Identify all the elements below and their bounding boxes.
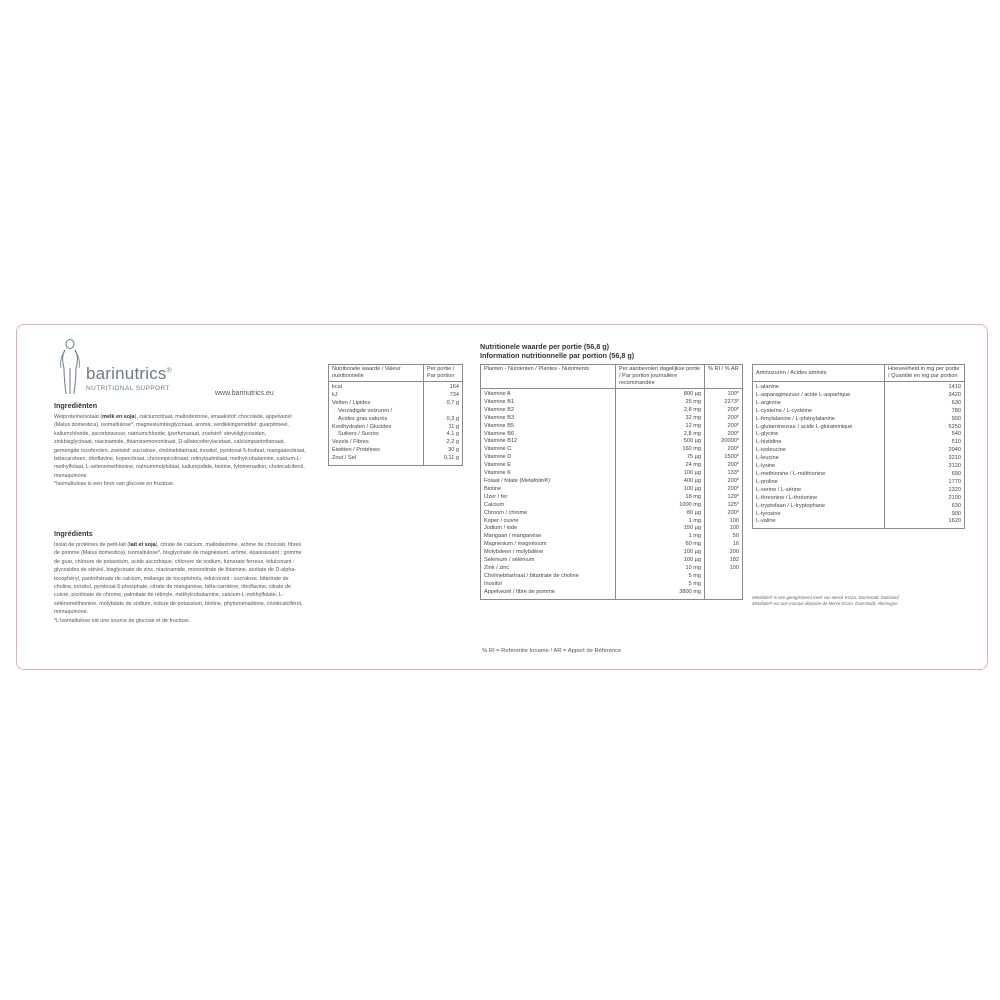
ingredients-fr (54, 529, 306, 625)
vitamin-amount: 400 µg (616, 478, 705, 486)
vitamin-pct: 125* (705, 502, 743, 510)
amino-label: L-leucine (756, 455, 779, 462)
nutrient-value: 0,11 g (424, 455, 463, 465)
vitamin-amount: 32 mg (616, 415, 705, 423)
vitamin-label: Appelvezel / fibre de pomme (484, 588, 555, 595)
nutrition-row (329, 431, 463, 439)
vitamin-label: Cholinebitartraat / bitartrate de choline (484, 572, 579, 579)
brand-subtitle: NUTRITIONAL SUPPORT (86, 385, 170, 392)
vitamin-pct: 20000* (705, 438, 743, 446)
amino-label: L-proline (756, 478, 778, 485)
amino-row (753, 511, 965, 519)
vitamin-pct: 182 (705, 557, 743, 565)
vitamin-amount: 100 µg (616, 470, 705, 478)
vitamin-amount: 800 µg (616, 389, 705, 399)
nutrient-value: 30 g (424, 447, 463, 455)
vitamin-pct: 133* (705, 470, 743, 478)
vitamin-label: Mangaan / manganèse (484, 533, 542, 540)
vitamin-pct: 129* (705, 494, 743, 502)
vitamin-row (481, 533, 743, 541)
vitamin-label: Vitamine D (484, 454, 512, 461)
nutrient-value: 0,3 g (424, 416, 463, 424)
amino-value: 1320 (885, 487, 965, 495)
vitamin-label: Vitamine E (484, 462, 511, 469)
vitamin-amount: 18 mg (616, 494, 705, 502)
vitamin-row (481, 486, 743, 494)
vitamin-label: Vitamine C (484, 446, 512, 453)
vitamin-amount: 80 µg (616, 510, 705, 518)
amino-label: L-arginine (756, 399, 781, 406)
nutrient-value (424, 408, 463, 416)
amino-label: L-fenylalanine / L-phénylalanine (756, 415, 835, 422)
vitamin-row (481, 589, 743, 599)
nutrient-value: 4,1 g (424, 431, 463, 439)
amino-value: 900 (885, 416, 965, 424)
nutrient-value: 734 (424, 392, 463, 400)
nutrient-label: Vetten / Lipides (332, 399, 371, 406)
amino-label: L-histidine (756, 439, 782, 446)
vitamin-label: Calcium (484, 501, 505, 508)
vitamin-pct: 200* (705, 423, 743, 431)
vitamin-amount: 100 µg (616, 549, 705, 557)
amino-row (753, 455, 965, 463)
vitamin-row (481, 549, 743, 557)
vitamin-label: Vitamine K (484, 470, 511, 477)
vitamin-label: Koper / cuivre (484, 517, 519, 524)
vitamin-row (481, 454, 743, 462)
vitamin-amount: 100 µg (616, 486, 705, 494)
nutrient-label: Suikers / Sucres (338, 431, 379, 438)
vitamin-amount: 10 mg (616, 565, 705, 573)
vitamin-amount: 75 µg (616, 454, 705, 462)
vitamin-row (481, 581, 743, 589)
vitamin-amount: 1 mg (616, 518, 705, 526)
amino-label: L-lysine (756, 463, 776, 470)
amino-label: L-valine (756, 518, 776, 525)
vitamin-row (481, 478, 743, 486)
vitamin-row (481, 415, 743, 423)
amino-row (753, 431, 965, 439)
vitamin-amount: 5 mg (616, 573, 705, 581)
vitamin-pct: 16 (705, 541, 743, 549)
vitamin-row (481, 446, 743, 454)
amino-value: 1770 (885, 479, 965, 487)
vitamin-label: Biotine (484, 485, 502, 492)
nutrient-label: Acides gras saturés (338, 415, 388, 422)
amino-value: 780 (885, 408, 965, 416)
amino-label: L-methionine / L-méthionine (756, 470, 826, 477)
amino-row (753, 447, 965, 455)
ingredients-nl-title: Ingrediënten (54, 401, 98, 410)
vitamin-amount: 2,8 mg (616, 407, 705, 415)
ingredients-nl (54, 401, 306, 489)
vitamin-label: Inositol (484, 580, 502, 587)
nutrition-col-label-header: Nutritionele waarde / Valeur nutritionnelle (329, 365, 424, 382)
vitamin-pct: 200* (705, 510, 743, 518)
vitamin-label: Vitamine A (484, 391, 511, 397)
nutrition-col-value-header: Per portie / Par portion (424, 365, 463, 382)
vitamin-pct: 200* (705, 415, 743, 423)
amino-label: L-threonine / L-thréonine (756, 494, 818, 501)
nutrition-row (329, 392, 463, 400)
vitamin-label: Vitamine B5 (484, 422, 515, 429)
vitamin-label: Vitamine B12 (484, 438, 518, 445)
amino-label: L-tryptofaan / L-tryptophane (756, 502, 826, 509)
amino-value: 510 (885, 439, 965, 447)
vitamin-label: IJzer / fer (484, 493, 508, 500)
amino-row (753, 503, 965, 511)
amino-row (753, 495, 965, 503)
vitamin-col-label-header: Planten - Nutriënten / Plantes - Nutriments (481, 365, 616, 389)
vitamin-pct: 100* (705, 389, 743, 399)
amino-row (753, 400, 965, 408)
vitamin-amount: 3800 mg (616, 589, 705, 599)
amino-label: L-serine / L-sérine (756, 486, 802, 493)
amino-label: L-isoleucine (756, 447, 786, 454)
amino-row (753, 487, 965, 495)
vitamin-pct: 200* (705, 431, 743, 439)
nutrient-value: 0,7 g (424, 400, 463, 408)
amino-value: 690 (885, 471, 965, 479)
vitamin-table-title: Nutritionele waarde per portie (56,8 g) Information nutritionnelle par portion (56,8 g) (480, 342, 635, 360)
vitamin-amount: 5 mg (616, 581, 705, 589)
vitamin-amount: 100 µg (616, 557, 705, 565)
vitamin-row (481, 573, 743, 581)
vitamin-pct (705, 589, 743, 599)
vitamin-pct: 200* (705, 486, 743, 494)
vitamin-row (481, 502, 743, 510)
brand-name: barinutrics® (86, 364, 172, 383)
vitamin-row (481, 565, 743, 573)
nutrient-label: Eiwitten / Protéines (332, 447, 380, 454)
vitamin-row (481, 541, 743, 549)
amino-label: L-tyrosine (756, 510, 781, 517)
vitamin-row (481, 407, 743, 415)
vitamin-amount: 60 mg (616, 541, 705, 549)
vitamin-col-pct-header: % RI / % AR (705, 365, 743, 389)
vitamin-label: Jodium / iode (484, 525, 518, 532)
vitamin-row (481, 399, 743, 407)
amino-value: 3210 (885, 455, 965, 463)
nutrition-row (329, 400, 463, 408)
vitamin-label: Vitamine B3 (484, 414, 515, 421)
amino-value: 2040 (885, 447, 965, 455)
vitamin-amount: 2,8 mg (616, 431, 705, 439)
brand-logo (56, 338, 306, 398)
amino-row (753, 424, 965, 432)
vitamin-row (481, 423, 743, 431)
amino-value: 1410 (885, 382, 965, 392)
vitamin-pct (705, 573, 743, 581)
ingredients-fr-text: Isolat de protéines de petit-lait (lait et soja), citrate de calcium, maltodextrine, arôme de chocolat, fibres de pomme (Malus domestica), isomaltulose*, bisglycinate de magnésium, arôme, épaississant : gomme de guar, chlorure de potassium, acide ascorbique, chlorure de sodium, fumarate ferreux, édulcorant : glycosides de stéviol, bisglycinate de zinc, niacinamide, mononitrate de thiamine, acétate de D-alpha-tocophéryl, pantothénate de calcium, mélange de tocophérols, édulcorant : sucralose, bitartrate de choline, inositol, pyridoxal-5-phosphate, citrate de manganèse, bêta-carotène, riboflavine, citrate de cuivre, picolinate de chrome, palmitate de rétinyle, méthylcobalamine, calcium-L-méthylfolate, L-sélénométhionine, molybdate de sodium, iodure de potassium, biotine, phytoménadione, cholécalciférol, ménaquinone. (54, 542, 303, 616)
nutrient-label: Zout / Sel (332, 455, 356, 462)
amino-value: 2100 (885, 495, 965, 503)
vitamin-pct: 1500* (705, 454, 743, 462)
vitamin-row (481, 431, 743, 439)
amino-row (753, 439, 965, 447)
amino-col-label-header: Aminozuren / Acides aminés (753, 365, 885, 382)
vitamin-amount: 1 mg (616, 533, 705, 541)
ingredients-fr-title: Ingrédients (54, 529, 93, 538)
amino-label: L-alanine (756, 384, 780, 390)
vitamin-label: Molybdeen / molybdène (484, 549, 544, 556)
website-link[interactable]: www.barinutrics.eu (215, 390, 274, 397)
vitamin-pct: 2273* (705, 399, 743, 407)
vitamin-pct: 200* (705, 407, 743, 415)
nutrient-label: Vezels / Fibres (332, 439, 369, 446)
nutrient-label: kcal (332, 384, 342, 390)
vitamin-row (481, 557, 743, 565)
vitamin-label: Vitamine B6 (484, 430, 515, 437)
vitamin-label: Magnesium / magnésium (484, 541, 547, 548)
vitamin-amount: 160 mg (616, 446, 705, 454)
nutrition-row (329, 455, 463, 465)
nutrition-row (329, 382, 463, 392)
nutrition-row (329, 439, 463, 447)
vitamin-label: Folaat / folate (Metafolin®) (484, 477, 550, 484)
amino-value: 900 (885, 511, 965, 519)
amino-label: L-asparaginezuur / acide L-aspartique (756, 391, 851, 398)
amino-row (753, 518, 965, 528)
vitamin-amount: 25 mg (616, 399, 705, 407)
amino-row (753, 382, 965, 392)
vitamin-row (481, 494, 743, 502)
nutrition-table (328, 364, 463, 466)
vitamin-amount: 150 µg (616, 525, 705, 533)
amino-value: 5250 (885, 424, 965, 432)
nutrient-label: Koolhydraten / Glucides (332, 423, 392, 430)
ingredients-nl-text: Weiproteïneïsolaat (melk en soja), calciumcitraat, maltodextrine, smaakstof: chocolade, appelvezel (Malus domestica), isomaltulose*, magnesiumbisglycinaat, aroma, verdikkingsmiddel: guarpitmeel, kaliumchloride, ascorbinezuur, natriumchloride, ijzerfumaraat, zoetstof: steviolglycosiden, zinkbisglycinaat, niacinamide, thiaminemononitraat, D-alfatocoferylacetaat, calciumpantothenaat, gemengde tocoferolen, zoetstof: sucralose, cholinebitartraat, inositol, pyridoxal-5-fosfaat, mangaancitraat, bètacaroteen, riboflavine, kopercitraat, chroompicolinaat, retinylpalmitaat, methylcobalamine, calcium-L-methylfolaat, L-selenomethionine, natriummolybdaat, kaliumjodide, biotine, fytomenadion, cholecalciferol, menaquinone (54, 414, 306, 479)
vitamin-pct: 200* (705, 462, 743, 470)
vitamin-row (481, 389, 743, 399)
nutrition-row (329, 416, 463, 424)
nutrition-row (329, 447, 463, 455)
nutrition-row (329, 424, 463, 432)
vitamin-pct: 100 (705, 525, 743, 533)
amino-value: 3120 (885, 463, 965, 471)
vitamin-row (481, 470, 743, 478)
vitamin-amount: 500 µg (616, 438, 705, 446)
amino-label: L-glycine (756, 431, 779, 438)
ingredients-nl-note: *Isomaltulose is een bron van glucose en fructose. (54, 481, 175, 488)
amino-row (753, 479, 965, 487)
vitamin-label: Vitamine B1 (484, 398, 515, 405)
vitamin-label: Zink / zinc (484, 564, 510, 571)
vitamin-amount: 1000 mg (616, 502, 705, 510)
amino-row (753, 463, 965, 471)
vitamin-label: Vitamine B2 (484, 406, 515, 413)
amino-row (753, 408, 965, 416)
vitamin-amount: 12 mg (616, 423, 705, 431)
amino-row (753, 471, 965, 479)
vitamin-pct: 100 (705, 518, 743, 526)
vitamin-row (481, 525, 743, 533)
nutrient-label: kJ (332, 391, 338, 398)
amino-value: 540 (885, 431, 965, 439)
amino-value: 1620 (885, 518, 965, 528)
nutrition-row (329, 408, 463, 416)
ingredients-fr-note: *L'isomaltulose est une source de glucose et de fructose. (54, 617, 191, 624)
vitamin-row (481, 510, 743, 518)
vitamin-row (481, 462, 743, 470)
amino-col-value-header: Hoeveelheid in mg per portie / Quantité en mg par portion (885, 365, 965, 382)
vitamin-pct: 200 (705, 549, 743, 557)
nutrient-value: 11 g (424, 424, 463, 432)
vitamin-row (481, 518, 743, 526)
amino-row (753, 392, 965, 400)
nutrient-value: 164 (424, 382, 463, 392)
vitamin-pct (705, 581, 743, 589)
nutrient-value: 2,2 g (424, 439, 463, 447)
vitamin-pct: 200* (705, 446, 743, 454)
vitamin-label: Chroom / chrome (484, 509, 528, 516)
vitamin-label: Selenium / sélénium (484, 557, 535, 564)
vitamin-table (480, 364, 743, 600)
metafolin-note: Metafolin® is een geregistreerd merk van Merck KGaA, Darmstadt, Duitsland Metafolin® est une marque déposée de Merck KGaA, Darmstadt, Allemagne (752, 595, 899, 606)
vitamin-row (481, 438, 743, 446)
amino-acid-table (752, 364, 965, 529)
amino-label: L-glutaminezuur / acide L-glutaminique (756, 423, 853, 430)
nutrient-label: Verzadigde vetzuren / (338, 407, 393, 414)
vitamin-footnote: % RI = Referentie Inname / AR = Apport de Référence (482, 648, 622, 654)
vitamin-pct: 50 (705, 533, 743, 541)
vitamin-pct: 100 (705, 565, 743, 573)
amino-value: 630 (885, 400, 965, 408)
amino-row (753, 416, 965, 424)
vitamin-pct: 200* (705, 478, 743, 486)
person-silhouette-icon (56, 338, 84, 396)
amino-value: 630 (885, 503, 965, 511)
amino-value: 3420 (885, 392, 965, 400)
vitamin-col-amount-header: Per aanbevolen dagelijkse portie / Par portion journalière recommandée (616, 365, 705, 389)
amino-label: L-cysteïne / L-cystéine (756, 407, 812, 414)
vitamin-amount: 24 mg (616, 462, 705, 470)
